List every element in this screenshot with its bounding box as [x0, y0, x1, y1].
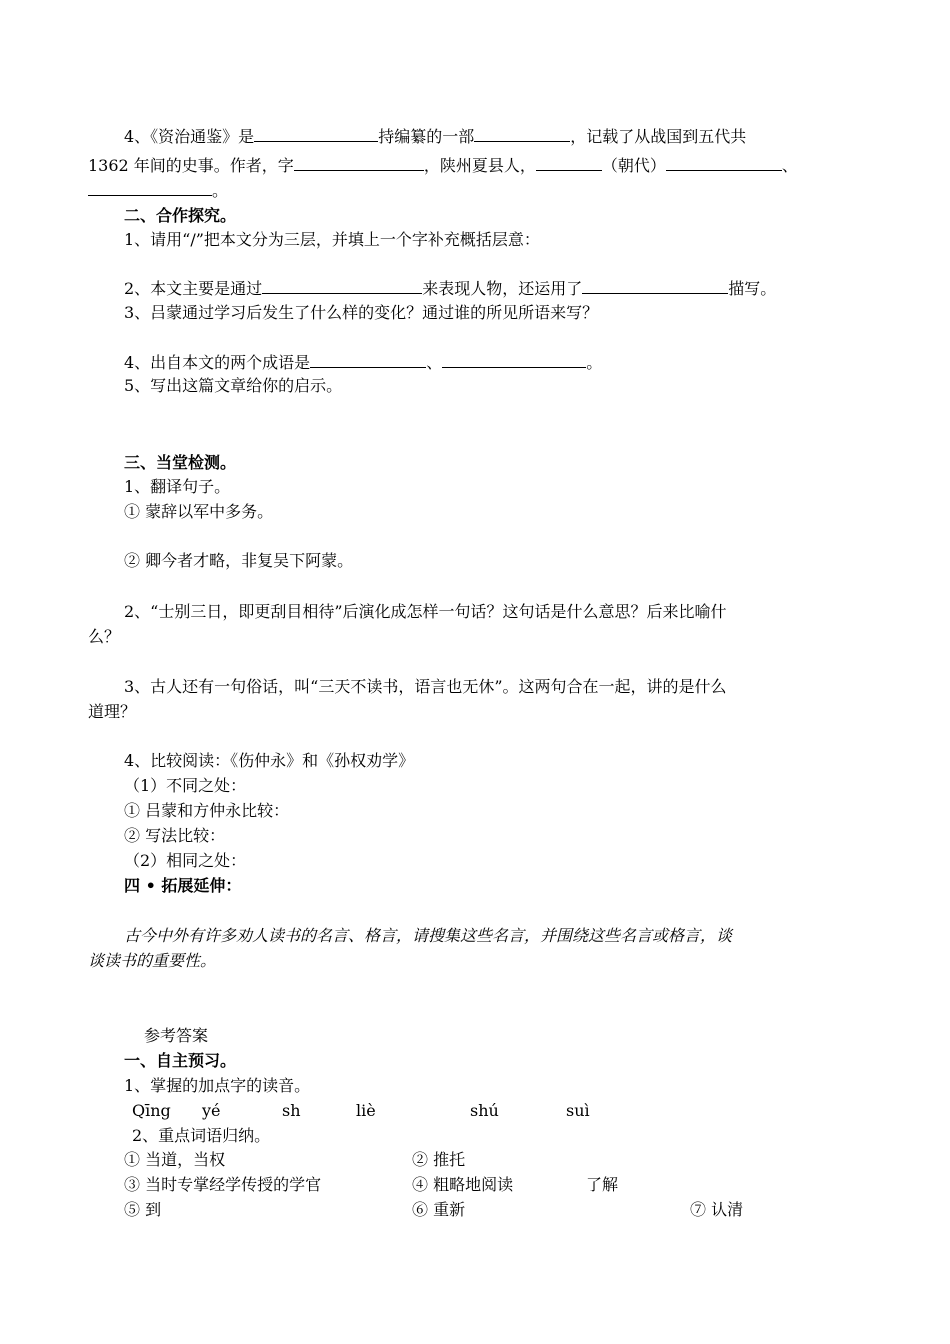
blank-book-type[interactable]: [474, 124, 570, 142]
blank-identity-2[interactable]: [88, 178, 212, 196]
q1-4-text-d: 1362 年间的史事。作者，字: [88, 156, 294, 175]
pinyin-3: sh: [282, 1101, 301, 1120]
q1-4-text-e: ，陕州夏县人，: [423, 156, 536, 175]
q1-4-text-a: 4、《资治通鉴》是: [124, 127, 255, 146]
answers-q1: 1、掌握的加点字的读音。: [124, 1076, 311, 1095]
q1-4-line1: [124, 124, 746, 148]
s2-q4: [124, 350, 602, 374]
s2-q4-text-c: 。: [586, 353, 603, 372]
s2-q2-text-b: 来表现人物，还运用了: [422, 279, 583, 298]
section-3-heading: 三、当堂检测。: [124, 453, 237, 472]
answer-item-4: ④ 粗略地阅读: [412, 1175, 514, 1194]
section-2-heading: 二、合作探究。: [124, 206, 237, 225]
blank-dynasty[interactable]: [536, 153, 602, 171]
q1-4-line3: [88, 178, 228, 202]
answers-row-1: [124, 1148, 824, 1172]
s2-q1: 1、请用“/”把本文分为三层，并填上一个字补充概括层意：: [124, 230, 540, 249]
s3-q1b: ② 卿今者才略，非复吴下阿蒙。: [124, 551, 354, 570]
answer-item-1: ① 当道，当权: [124, 1150, 226, 1169]
s2-q4-text-b: 、: [426, 353, 443, 372]
s3-q1: 1、翻译句子。: [124, 477, 231, 496]
s4-paragraph-line2: 谈读书的重要性。: [88, 951, 217, 970]
answers-row-3: [124, 1198, 824, 1222]
answer-item-4b: 了解: [586, 1175, 619, 1194]
s3-q4-1a: ① 吕蒙和方仲永比较：: [124, 801, 290, 820]
q1-4-text-g: 、: [781, 156, 798, 175]
q1-4-line2: [88, 153, 798, 177]
answer-item-7: ⑦ 认清: [690, 1200, 744, 1219]
answers-heading: 一、自主预习。: [124, 1051, 237, 1070]
s2-q4-text-a: 4、出自本文的两个成语是: [124, 353, 311, 372]
answers-title: 参考答案: [144, 1026, 209, 1045]
answer-item-5: ⑤ 到: [124, 1200, 162, 1219]
blank-compiler[interactable]: [254, 124, 378, 142]
pinyin-6: suì: [566, 1101, 590, 1120]
s3-q4-1: （1）不同之处：: [124, 776, 247, 795]
s3-q4-2: （2）相同之处：: [124, 851, 247, 870]
s3-q4-1b: ② 写法比较：: [124, 826, 226, 845]
answers-row-2: [124, 1173, 824, 1197]
s2-q3: 3、吕蒙通过学习后发生了什么样的变化？通过谁的所见所语来写？: [124, 303, 599, 322]
pinyin-2: yé: [202, 1101, 221, 1120]
s3-q1a: ① 蒙辞以军中多务。: [124, 502, 274, 521]
s3-q3-line1: 3、古人还有一句俗话，叫“三天不读书，语言也无休”。这两句合在一起，讲的是什么: [124, 677, 727, 696]
s2-q2-text-a: 2、本文主要是通过: [124, 279, 263, 298]
blank-description[interactable]: [582, 276, 728, 294]
s4-paragraph-line1: 古今中外有许多劝人读书的名言、格言，请搜集这些名言，并围绕这些名言或格言，谈: [124, 926, 733, 945]
s3-q2-line1: 2、“士别三日，即更刮目相待”后演化成怎样一句话？这句话是什么意思？后来比喻什: [124, 602, 727, 621]
answer-item-3: ③ 当时专掌经学传授的学官: [124, 1175, 322, 1194]
answer-item-2: ② 推托: [412, 1150, 466, 1169]
s3-q3-line2: 道理？: [88, 702, 137, 721]
answers-q2: 2、重点词语归纳。: [132, 1126, 271, 1145]
pinyin-4: liè: [356, 1101, 376, 1120]
s2-q5: 5、写出这篇文章给你的启示。: [124, 376, 343, 395]
section-4-heading: 四 • 拓展延伸：: [124, 876, 242, 895]
blank-courtesy-name[interactable]: [294, 153, 424, 171]
q1-4-text-f: （朝代）: [601, 156, 666, 175]
blank-identity-1[interactable]: [666, 153, 782, 171]
s3-q2-line2: 么？: [88, 627, 121, 646]
pinyin-5: shú: [470, 1101, 499, 1120]
blank-method[interactable]: [262, 276, 422, 294]
s3-q4: 4、比较阅读：《伤仲永》和《孙权劝学》: [124, 751, 415, 770]
blank-idiom-2[interactable]: [442, 350, 586, 368]
q1-4-text-c: ，记载了从战国到五代共: [570, 127, 747, 146]
pinyin-1: Qīng: [132, 1101, 171, 1120]
blank-idiom-1[interactable]: [310, 350, 426, 368]
s2-q2-text-c: 描写。: [728, 279, 777, 298]
pinyin-row: [132, 1099, 732, 1123]
q1-4-text-b: 持编纂的一部: [378, 127, 475, 146]
s2-q2: [124, 276, 776, 300]
q1-4-text-h: 。: [212, 181, 229, 200]
answer-item-6: ⑥ 重新: [412, 1200, 466, 1219]
